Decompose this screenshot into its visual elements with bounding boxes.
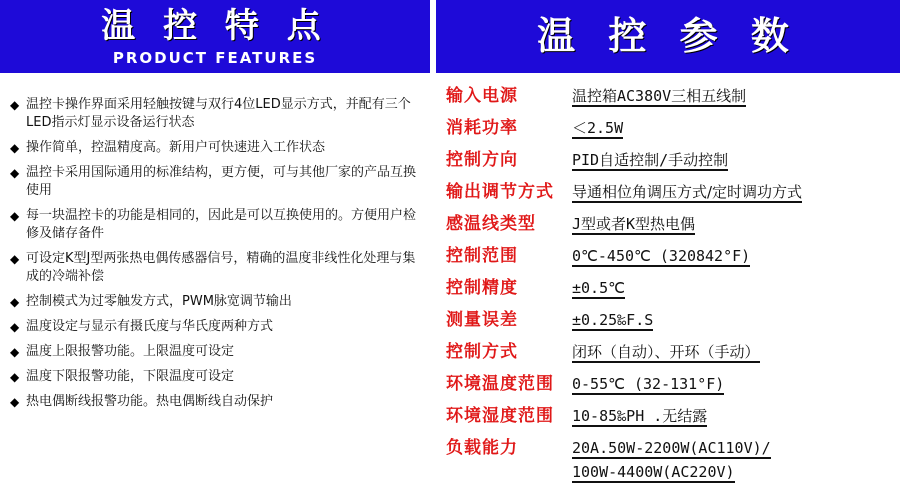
param-label: 环境湿度范围 [446, 406, 554, 426]
feature-text: 可设定K型J型两张热电偶传感器信号，精确的温度非线性化处理与集成的冷端补偿 [26, 251, 416, 284]
feature-item [10, 368, 420, 386]
param-label: 负载能力 [446, 438, 518, 458]
param-row-input-power [436, 82, 896, 114]
feature-item [10, 207, 420, 243]
param-value: ±0.25‰F.S [572, 311, 654, 329]
param-value: 0-55℃ (32-131°F) [572, 375, 725, 393]
param-value: 温控箱AC380V三相五线制 [572, 87, 747, 105]
param-value: 导通相位角调压方式/定时调功方式 [572, 183, 803, 201]
feature-text: 温度设定与显示有摄氏度与华氏度两种方式 [26, 319, 274, 334]
param-row-control-mode [436, 338, 896, 370]
feature-text: 温控卡操作界面采用轻触按键与双行4位LED显示方式，并配有三个LED指示灯显示设备运行状态 [26, 97, 411, 130]
diamond-bullet-icon: ◆ [10, 98, 20, 112]
params-title: 温 控 参 数 [537, 14, 799, 58]
param-row-power-consumption [436, 114, 896, 146]
diamond-bullet-icon: ◆ [10, 320, 20, 334]
param-row-sensor-type [436, 210, 896, 242]
param-value: 闭环（自动）、开环（手动） [572, 343, 760, 361]
param-label: 环境温度范围 [446, 374, 554, 394]
param-value [572, 434, 896, 484]
param-value: J型或者K型热电偶 [572, 215, 696, 233]
feature-item [10, 96, 420, 132]
param-row-ambient-temperature [436, 370, 896, 402]
feature-item [10, 393, 420, 411]
feature-item [10, 164, 420, 200]
feature-item [10, 318, 420, 336]
param-value: ±0.5℃ [572, 279, 625, 297]
params-header [436, 0, 900, 73]
param-row-load-capacity [436, 434, 896, 490]
features-subtitle: PRODUCT FEATURES [112, 49, 318, 67]
param-label: 输出调节方式 [446, 182, 554, 202]
param-label: 控制方向 [446, 150, 518, 170]
param-row-ambient-humidity [436, 402, 896, 434]
param-value: 0℃-450℃ (320842°F) [572, 247, 751, 265]
features-header [0, 0, 430, 73]
diamond-bullet-icon: ◆ [10, 345, 20, 359]
feature-item [10, 293, 420, 311]
param-label: 感温线类型 [446, 214, 536, 234]
param-label: 控制精度 [446, 278, 518, 298]
feature-text: 温控卡采用国际通用的标准结构，更方便，可与其他厂家的产品互换使用 [26, 165, 417, 198]
param-label: 控制方式 [446, 342, 518, 362]
feature-text: 每一块温控卡的功能是相同的，因此是可以互换使用的。方便用户检修及储存备件 [26, 208, 417, 241]
param-value: PID自适控制/手动控制 [572, 151, 729, 169]
feature-item [10, 139, 420, 157]
param-label: 输入电源 [446, 86, 518, 106]
diamond-bullet-icon: ◆ [10, 252, 20, 266]
param-row-control-direction [436, 146, 896, 178]
param-row-output-regulation [436, 178, 896, 210]
feature-item [10, 343, 420, 361]
params-table [436, 82, 896, 490]
diamond-bullet-icon: ◆ [10, 295, 20, 309]
param-label: 测量误差 [446, 310, 518, 330]
diamond-bullet-icon: ◆ [10, 141, 20, 155]
features-list [10, 96, 420, 418]
param-value: 10-85‰PH .无结露 [572, 407, 708, 425]
param-label: 控制范围 [446, 246, 518, 266]
param-row-control-range [436, 242, 896, 274]
feature-text: 操作简单，控温精度高。新用户可快速进入工作状态 [26, 140, 326, 155]
diamond-bullet-icon: ◆ [10, 395, 20, 409]
param-row-control-accuracy [436, 274, 896, 306]
diamond-bullet-icon: ◆ [10, 166, 20, 180]
param-value-line: 100W-4400W(AC220V) [572, 463, 735, 481]
feature-text: 控制模式为过零触发方式，PWM脉宽调节输出 [26, 294, 292, 309]
feature-text: 热电偶断线报警功能。热电偶断线自动保护 [26, 394, 274, 409]
param-row-measurement-error [436, 306, 896, 338]
diamond-bullet-icon: ◆ [10, 209, 20, 223]
features-title: 温 控 特 点 [101, 6, 329, 46]
feature-text: 温度下限报警功能，下限温度可设定 [26, 369, 235, 384]
param-label: 消耗功率 [446, 118, 518, 138]
feature-item [10, 250, 420, 286]
param-value: ＜2.5W [572, 119, 624, 137]
feature-text: 温度上限报警功能。上限温度可设定 [26, 344, 235, 359]
param-value-line: 20A.50W-2200W(AC110V)/ [572, 439, 771, 457]
diamond-bullet-icon: ◆ [10, 370, 20, 384]
